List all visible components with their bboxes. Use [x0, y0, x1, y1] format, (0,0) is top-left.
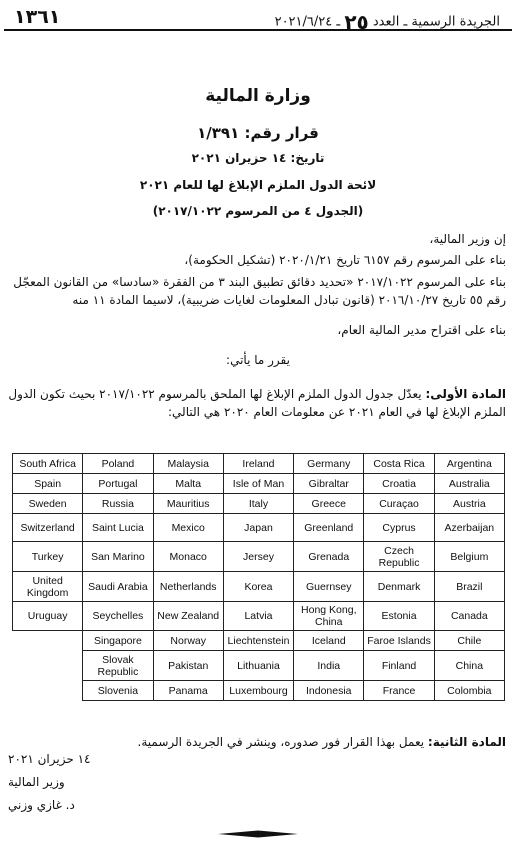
table-cell: Switzerland: [13, 514, 83, 542]
preamble-line: بناء على المرسوم رقم ٦١٥٧ تاريخ ٢٠٢٠/١/٢١ (تشكيل الحكومة)،: [184, 253, 506, 267]
table-cell: Greece: [294, 494, 364, 514]
table-cell: Iceland: [294, 631, 364, 651]
table-cell: United Kingdom: [13, 572, 83, 602]
signature-title: وزير المالية: [8, 775, 65, 789]
table-cell: Korea: [223, 572, 293, 602]
table-cell: South Africa: [13, 454, 83, 474]
article-one-text: يعدّل جدول الدول الملزم الإبلاغ لها الملحق بالمرسوم ٢٠١٧/١٠٢٢ بحيث تكون الدول الملزم الإبلاغ لها في العام ٢٠٢١ عن معلومات العام ٢٠٢٠ هي التالي:: [8, 387, 506, 419]
table-cell: Austria: [434, 494, 504, 514]
table-cell: Isle of Man: [223, 474, 293, 494]
preamble-line: بناء على المرسوم ٢٠١٧/١٠٢٢ «تحديد دقائق تطبيق البند ٣ من الفقرة «سادسا» من القانون المعجّل رقم ٥٥ تاريخ ٢٠١٦/١٠/٢٧ (قانون تبادل المعلومات لغايات ضريبية)، لاسيما المادة ١١ منه: [13, 275, 506, 307]
page-header: [8, 4, 508, 34]
decision-title: لائحة الدول الملزم الإبلاغ لها للعام ٢٠٢١: [139, 178, 377, 192]
table-cell: Mauritius: [153, 494, 223, 514]
table-cell: Hong Kong, China: [294, 602, 364, 631]
table-cell: Latvia: [223, 602, 293, 631]
table-cell: Czech Republic: [364, 542, 434, 572]
decision-date: تاريخ: ١٤ حزيران ٢٠٢١: [191, 151, 325, 165]
table-cell: Ireland: [223, 454, 293, 474]
table-cell: New Zealand: [153, 602, 223, 631]
table-cell: Netherlands: [153, 572, 223, 602]
table-cell: Curaçao: [364, 494, 434, 514]
table-cell: Costa Rica: [364, 454, 434, 474]
empty-cell: [13, 681, 83, 701]
signature-date: ١٤ حزيران ٢٠٢١: [8, 752, 91, 766]
table-cell: Liechtenstein: [223, 631, 293, 651]
table-cell: Japan: [223, 514, 293, 542]
empty-cell: [13, 651, 83, 681]
article-two-label: المادة الثانية:: [427, 735, 506, 749]
table-cell: Italy: [223, 494, 293, 514]
preamble-line: بناء على اقتراح مدير المالية العام،: [337, 323, 506, 337]
empty-cell: [13, 631, 83, 651]
table-cell: Slovenia: [83, 681, 153, 701]
table-cell: Sweden: [13, 494, 83, 514]
table-cell: Australia: [434, 474, 504, 494]
table-cell: India: [294, 651, 364, 681]
table-cell: Norway: [153, 631, 223, 651]
table-cell: Indonesia: [294, 681, 364, 701]
table-cell: Malaysia: [153, 454, 223, 474]
table-row: [13, 651, 505, 681]
end-ornament: [218, 830, 298, 838]
table-cell: Denmark: [364, 572, 434, 602]
table-cell: Faroe Islands: [364, 631, 434, 651]
table-cell: Cyprus: [364, 514, 434, 542]
table-cell: Brazil: [434, 572, 504, 602]
header-rule: [4, 29, 512, 31]
table-cell: Germany: [294, 454, 364, 474]
decision-number: قرار رقم: ١/٣٩١: [197, 124, 319, 142]
table-cell: Belgium: [434, 542, 504, 572]
table-cell: Saudi Arabia: [83, 572, 153, 602]
table-cell: Luxembourg: [223, 681, 293, 701]
table-row: [13, 681, 505, 701]
table-cell: Poland: [83, 454, 153, 474]
table-cell: Mexico: [153, 514, 223, 542]
table-cell: Monaco: [153, 542, 223, 572]
table-cell: Estonia: [364, 602, 434, 631]
table-cell: Slovak Republic: [83, 651, 153, 681]
table-cell: Spain: [13, 474, 83, 494]
table-cell: Gibraltar: [294, 474, 364, 494]
table-cell: Turkey: [13, 542, 83, 572]
table-cell: Finland: [364, 651, 434, 681]
table-cell: Greenland: [294, 514, 364, 542]
table-cell: Azerbaijan: [434, 514, 504, 542]
page-number: ١٣٦١: [14, 6, 61, 28]
decision-subtitle: (الجدول ٤ من المرسوم ٢٠١٧/١٠٢٢): [152, 204, 364, 218]
table-cell: Portugal: [83, 474, 153, 494]
table-row: [13, 572, 505, 602]
table-row: [13, 631, 505, 651]
table-row: [13, 494, 505, 514]
table-cell: Saint Lucia: [83, 514, 153, 542]
gazette-prefix: الجريدة الرسمية ـ العدد: [372, 14, 500, 30]
article-two-text: يعمل بهذا القرار فور صدوره، وينشر في الجريدة الرسمية.: [137, 735, 425, 749]
table-row: [13, 514, 505, 542]
table-cell: Grenada: [294, 542, 364, 572]
table-cell: San Marino: [83, 542, 153, 572]
table-cell: Panama: [153, 681, 223, 701]
countries-table: [12, 453, 505, 701]
table-cell: Singapore: [83, 631, 153, 651]
article-one-label: المادة الأولى:: [425, 387, 506, 401]
decides-heading: يقرر ما يأتي:: [226, 353, 290, 367]
table-row: [13, 602, 505, 631]
issue-date: ـ ٢٠٢١/٦/٢٤: [274, 14, 341, 30]
table-cell: Pakistan: [153, 651, 223, 681]
table-row: [13, 474, 505, 494]
table-row: [13, 454, 505, 474]
preamble-line: إن وزير المالية،: [429, 232, 506, 246]
ministry-title: وزارة المالية: [205, 86, 311, 106]
table-row: [13, 542, 505, 572]
signature-name: د. غازي وزني: [8, 798, 75, 812]
table-cell: France: [364, 681, 434, 701]
issue-number: ٢٥: [344, 10, 369, 34]
table-cell: Uruguay: [13, 602, 83, 631]
article-two: [6, 733, 506, 751]
article-one: [6, 385, 506, 421]
table-cell: Argentina: [434, 454, 504, 474]
table-cell: Malta: [153, 474, 223, 494]
table-cell: Canada: [434, 602, 504, 631]
table-cell: Croatia: [364, 474, 434, 494]
table-cell: Seychelles: [83, 602, 153, 631]
table-cell: Lithuania: [223, 651, 293, 681]
table-cell: Guernsey: [294, 572, 364, 602]
table-cell: Russia: [83, 494, 153, 514]
table-cell: Chile: [434, 631, 504, 651]
table-cell: Jersey: [223, 542, 293, 572]
table-cell: China: [434, 651, 504, 681]
table-cell: Colombia: [434, 681, 504, 701]
